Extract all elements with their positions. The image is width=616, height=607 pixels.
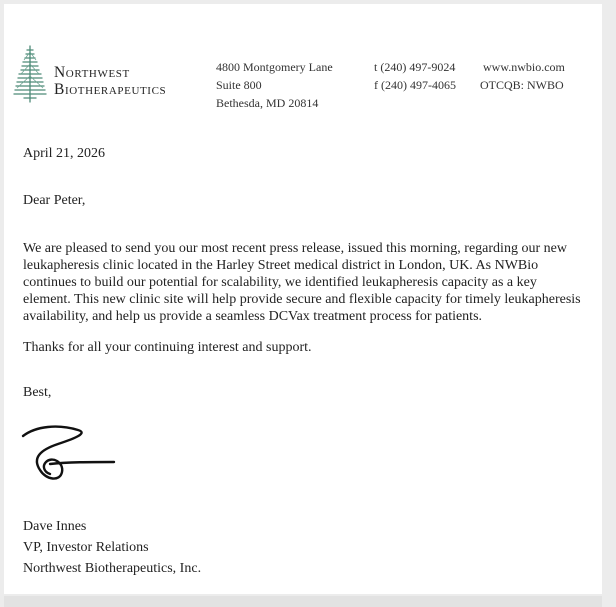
company-address (216, 58, 333, 112)
company-logo-text (54, 64, 166, 98)
company-name-line2: Biotherapeutics (54, 81, 167, 98)
stock-ticker: OTCQB: NWBO (480, 78, 564, 92)
signer-company: Northwest Biotherapeutics, Inc. (23, 561, 202, 576)
greeting: Dear Peter, (23, 193, 86, 208)
signer-title: VP, Investor Relations (23, 540, 149, 555)
thanks-line: Thanks for all your continuing interest and support. (23, 340, 312, 355)
email-body (4, 4, 602, 594)
signer-block (23, 516, 201, 579)
company-name-line1: Northwest (54, 64, 130, 81)
tree-logo-icon (12, 44, 48, 104)
signer-name: Dave Innes (23, 519, 87, 534)
web-info (480, 58, 565, 94)
address-line: Suite 800 (216, 78, 262, 92)
body-paragraph: We are pleased to send you our most recent press release, issued this morning, regarding our new leukapheresis clinic located in the Harley Street medical district in London, UK. As NWBio continues to build our potential for scalability, we identified leukapheresis capacity as a key element. This new clinic site will help provide secure and flexible capacity for timely leukapheresis availability, and help us provide a seamless DCVax treatment process for patients. (23, 241, 581, 324)
letterhead (4, 42, 602, 112)
website-link[interactable]: www.nwbio.com (483, 60, 565, 74)
address-line: Bethesda, MD 20814 (216, 96, 319, 110)
phone-number: t (240) 497-9024 (374, 60, 456, 74)
bottom-divider (4, 596, 602, 607)
contact-numbers (374, 58, 456, 94)
address-line: 4800 Montgomery Lane (216, 60, 333, 74)
closing: Best, (23, 385, 52, 400)
signature-image (18, 424, 118, 490)
letter-date: April 21, 2026 (23, 146, 106, 161)
fax-number: f (240) 497-4065 (374, 78, 456, 92)
